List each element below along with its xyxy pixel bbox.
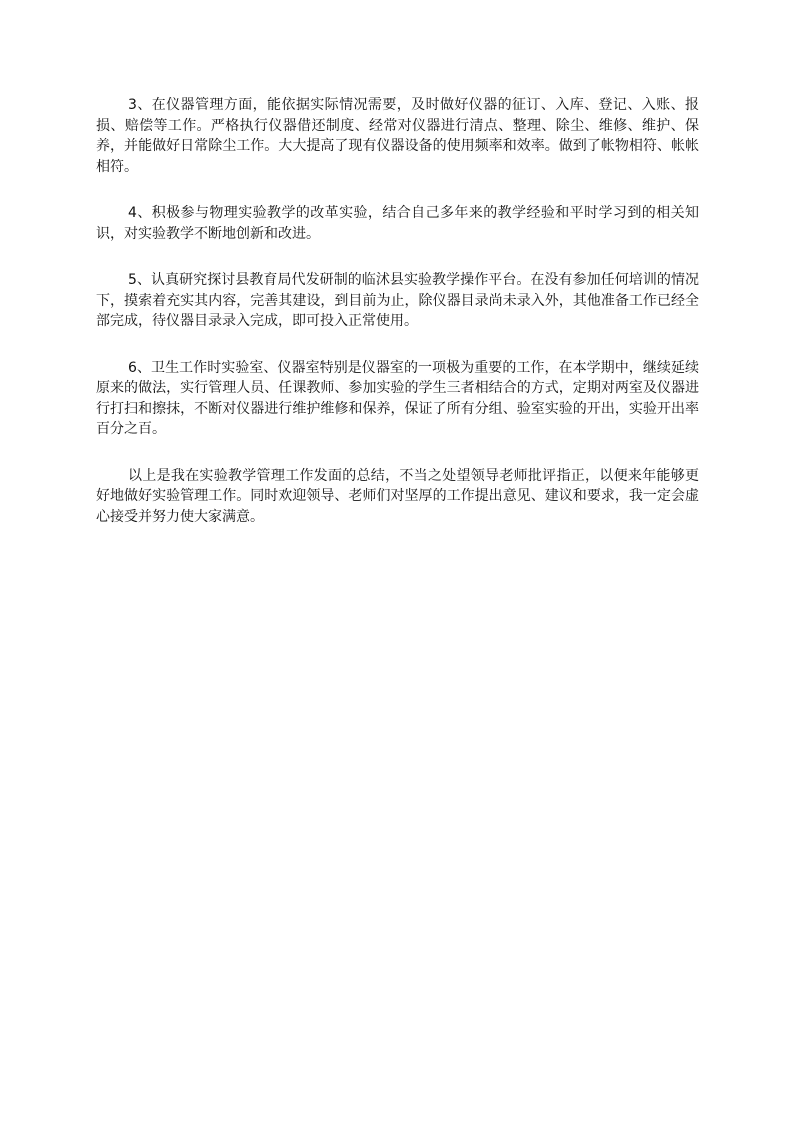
paragraph-item-6: 6、卫生工作时实验室、仪器室特别是仪器室的一项极为重要的工作，在本学期中，继续延续原来的做法，实行管理人员、任课教师、参加实验的学生三者相结合的方式，定期对两室及仪器进行打扫和擦抹，不断对仪器进行维护维修和保养，保证了所有分组、验室实验的开出，实验开出率百分之百。 xyxy=(96,359,699,437)
paragraph-item-4: 4、积极参与物理实验教学的改革实验，结合自己多年来的教学经验和平时学习到的相关知识，对实验教学不断地创新和改进。 xyxy=(96,205,699,242)
paragraph-summary: 以上是我在实验教学管理工作发面的总结，不当之处望领导老师批评指正，以便来年能够更好地做好实验管理工作。同时欢迎领导、老师们对坚厚的工作提出意见、建议和要求，我一定会虚心接受并努力使大家满意。 xyxy=(96,467,699,525)
paragraph-item-5: 5、认真研究探讨县教育局代发研制的临沭县实验教学操作平台。在没有参加任何培训的情况下，摸索着充实其内容，完善其建设，到目前为止，除仪器目录尚未录入外，其他准备工作已经全部完成，待仪器目录录入完成，即可投入正常使用。 xyxy=(96,272,699,329)
document-body xyxy=(96,95,699,553)
paragraph-item-3: 3、在仪器管理方面，能依据实际情况需要，及时做好仪器的征订、入库、登记、入账、报损、赔偿等工作。严格执行仪器借还制度、经常对仪器进行清点、整理、除尘、维修、维护、保养，并能做好日常除尘工作。大大提高了现有仪器设备的使用频率和效率。做到了帐物相符、帐帐相符。 xyxy=(96,97,699,175)
